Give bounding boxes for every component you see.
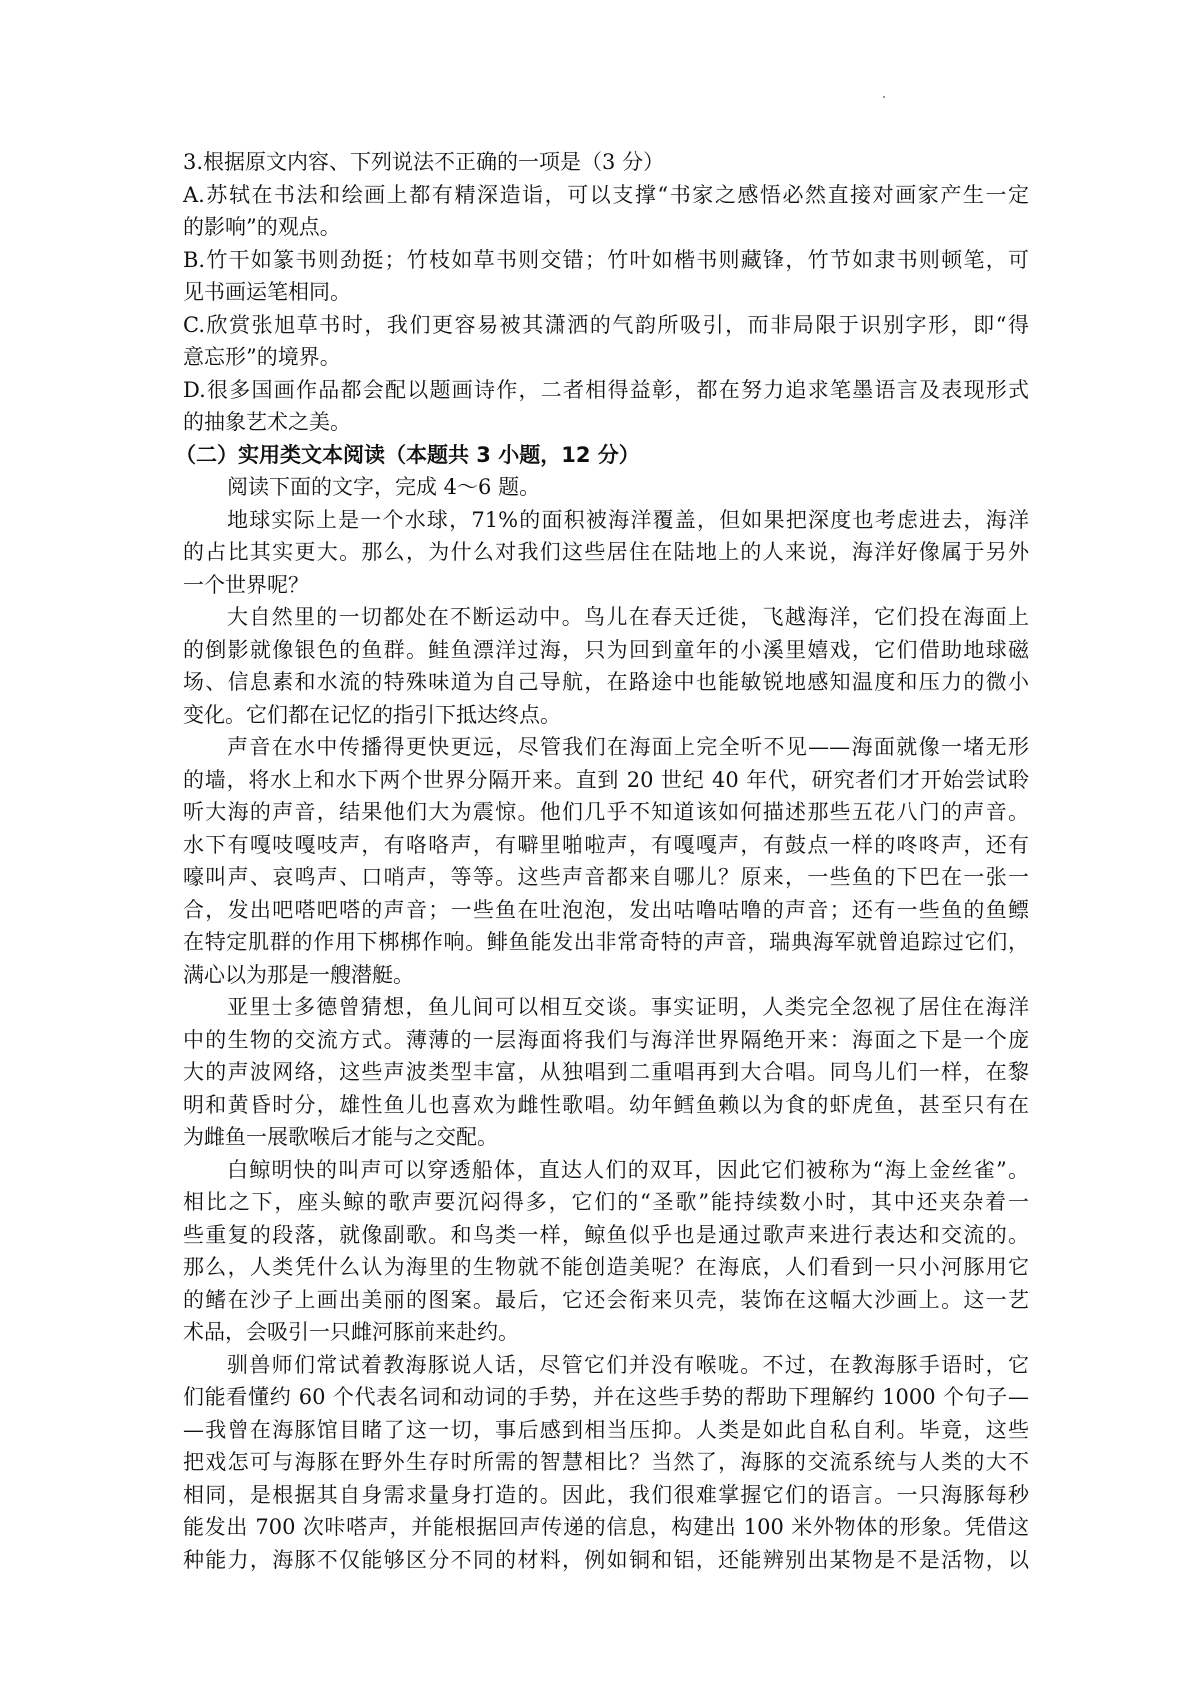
section-2 <box>175 439 1029 504</box>
option-line: 的抽象艺术之美。 <box>183 410 351 434</box>
paragraph-line: 一个世界呢？ <box>183 572 309 597</box>
paragraph-line: —我曾在海豚馆目睹了这一切，事后感到相当压抑。人类是如此自私自利。毕竟，这些 <box>183 1417 1029 1442</box>
answer-option <box>183 309 1029 374</box>
paragraph-line: 能发出 700 次咔嗒声，并能根据回声传递的信息，构建出 100 米外物体的形象。凭借这 <box>183 1515 1029 1539</box>
option-line: D.很多国画作品都会配以题画诗作，二者相得益彰，都在努力追求笔墨语言及表现形式 <box>183 377 1029 402</box>
exam-page <box>175 146 1029 1576</box>
paragraph <box>183 504 1029 602</box>
option-line: A.苏轼在书法和绘画上都有精深造诣，可以支撑“书家之感悟必然直接对画家产生一定 <box>183 182 1029 207</box>
paragraph-line: 的墙，将水上和水下两个世界分隔开来。直到 20 世纪 40 年代，研究者们才开始尝试聆 <box>183 767 1029 792</box>
paragraph <box>183 601 1029 731</box>
answer-option <box>183 244 1029 309</box>
paragraph-line: 合，发出吧嗒吧嗒的声音；一些鱼在吐泡泡，发出咕噜咕噜的声音；还有一些鱼的鱼鳔 <box>183 897 1029 922</box>
paragraph-line: 驯兽师们常试着教海豚说人话，尽管它们并没有喉咙。不过，在教海豚手语时，它 <box>227 1352 1029 1377</box>
option-line: C.欣赏张旭草书时，我们更容易被其潇洒的气韵所吸引，而非局限于识别字形，即“得 <box>183 312 1029 337</box>
question-stem: 3.根据原文内容、下列说法不正确的一项是（3 分） <box>183 150 665 174</box>
reading-passage <box>183 504 1029 1577</box>
paragraph-line: 在特定肌群的作用下梆梆作响。鲱鱼能发出非常奇特的声音，瑞典海军就曾追踪过它们， <box>183 930 1029 954</box>
paragraph-line: 亚里士多德曾猜想，鱼儿间可以相互交谈。事实证明，人类完全忽视了居住在海洋 <box>227 995 1029 1019</box>
paragraph-line: 些重复的段落，就像副歌。和鸟类一样，鲸鱼似乎也是通过歌声来进行表达和交流的。 <box>183 1222 1029 1247</box>
paragraph <box>183 731 1029 991</box>
paragraph-line: 相同，是根据其自身需求量身打造的。因此，我们很难掌握它们的语言。一只海豚每秒 <box>183 1482 1029 1507</box>
paragraph-line: 大自然里的一切都处在不断运动中。鸟儿在春天迁徙，飞越海洋，它们投在海面上 <box>227 605 1029 629</box>
paragraph-line: 中的生物的交流方式。薄薄的一层海面将我们与海洋世界隔绝开来：海面之下是一个庞 <box>183 1027 1029 1052</box>
paragraph-line: 白鲸明快的叫声可以穿透船体，直达人们的双耳，因此它们被称为“海上金丝雀”。 <box>227 1157 1029 1182</box>
option-line: 的影响”的观点。 <box>183 215 341 239</box>
paragraph-line: 声音在水中传播得更快更远，尽管我们在海面上完全听不见——海面就像一堵无形 <box>227 735 1029 759</box>
paragraph-line: 的占比其实更大。那么，为什么对我们这些居住在陆地上的人来说，海洋好像属于另外 <box>183 540 1029 564</box>
reading-instruction: 阅读下面的文字，完成 4～6 题。 <box>227 475 541 499</box>
paragraph-line: 的倒影就像银色的鱼群。鲑鱼漂洋过海，只为回到童年的小溪里嬉戏，它们借助地球磁 <box>183 637 1029 662</box>
paragraph-line: 为雌鱼一展歌喉后才能与之交配。 <box>183 1125 498 1149</box>
paragraph-line: 满心以为那是一艘潜艇。 <box>183 962 414 987</box>
paragraph-line: 那么，人类凭什么认为海里的生物就不能创造美呢？在海底，人们看到一只小河豚用它 <box>183 1255 1029 1279</box>
paragraph-line: 术品，会吸引一只雌河豚前来赴约。 <box>183 1320 519 1344</box>
paragraph-line: 水下有嘎吱嘎吱声，有咯咯声，有噼里啪啦声，有嘎嘎声，有鼓点一样的咚咚声，还有 <box>183 832 1029 857</box>
option-line: 意忘形”的境界。 <box>183 345 341 369</box>
paragraph-line: 明和黄昏时分，雄性鱼儿也喜欢为雌性歌唱。幼年鳕鱼赖以为食的虾虎鱼，甚至只有在 <box>183 1092 1029 1117</box>
option-line: B.竹干如篆书则劲挺；竹枝如草书则交错；竹叶如楷书则藏锋，竹节如隶书则顿笔，可 <box>183 247 1029 272</box>
scan-speck <box>883 96 885 98</box>
paragraph-line: 的鳍在沙子上画出美丽的图案。最后，它还会衔来贝壳，装饰在这幅大沙画上。这一艺 <box>183 1287 1029 1312</box>
section-heading: （二）实用类文本阅读（本题共 3 小题，12 分） <box>175 442 640 467</box>
answer-option <box>183 179 1029 244</box>
paragraph-line: 地球实际上是一个水球，71%的面积被海洋覆盖，但如果把深度也考虑进去，海洋 <box>227 507 1029 532</box>
paragraph-line: 听大海的声音，结果他们大为震惊。他们几乎不知道该如何描述那些五花八门的声音。 <box>183 800 1029 824</box>
paragraph-line: 把戏怎可与海豚在野外生存时所需的智慧相比？当然了，海豚的交流系统与人类的大不 <box>183 1450 1029 1474</box>
question-3 <box>183 146 1029 439</box>
paragraph <box>183 991 1029 1154</box>
paragraph-line: 嚎叫声、哀鸣声、口哨声，等等。这些声音都来自哪儿？原来，一些鱼的下巴在一张一 <box>183 865 1029 889</box>
paragraph-line: 种能力，海豚不仅能够区分不同的材料，例如铜和铝，还能辨别出某物是不是活物，以 <box>183 1547 1029 1572</box>
paragraph-line: 场、信息素和水流的特殊味道为自己导航，在路途中也能敏锐地感知温度和压力的微小 <box>183 670 1029 694</box>
paragraph <box>183 1349 1029 1577</box>
paragraph-line: 大的声波网络，这些声波类型丰富，从独唱到二重唱再到大合唱。同鸟儿们一样，在黎 <box>183 1060 1029 1084</box>
paragraph-line: 相比之下，座头鲸的歌声要沉闷得多，它们的“圣歌”能持续数小时，其中还夹杂着一 <box>183 1190 1029 1214</box>
paragraph-line: 们能看懂约 60 个代表名词和动词的手势，并在这些手势的帮助下理解约 1000 个句子— <box>183 1385 1029 1409</box>
option-line: 见书画运笔相同。 <box>183 280 351 304</box>
paragraph <box>183 1154 1029 1349</box>
paragraph-line: 变化。它们都在记忆的指引下抵达终点。 <box>183 702 561 727</box>
answer-option <box>183 374 1029 439</box>
